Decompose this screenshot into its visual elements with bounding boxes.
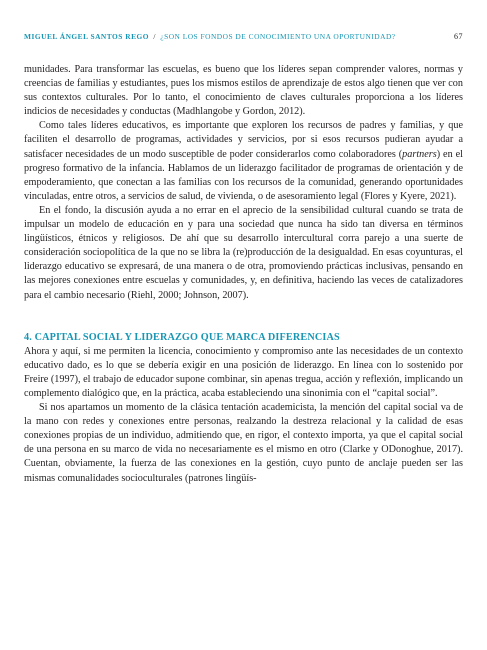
paragraph-1: munidades. Para transformar las escuelas, es bueno que los líderes sepan comprender valores, normas y creencias de familias y estudiantes, pues los mismos estilos de aprendizaje de estos algo tienen que ver con sus contextos culturales. Por lo tanto, el conocimiento de claves culturales proporciona a los líderes indicios de necesidades y conductas (Madhlangobe y Gordon, 2012).: [24, 64, 463, 118]
header-left: [24, 32, 396, 41]
paragraph-2-text-b: ) en el progreso formativo de la infancia. Hablamos de un liderazgo facilitador de programas de orientación y de empoderamiento, que conectan a las familias con los recursos de la comunidad, generando oportunidades vinculadas, entre otros, a servicios de salud, de vivienda, o de asesoramiento legal (Flores y Kyere, 2021).: [24, 148, 463, 202]
paragraph-5: Si nos apartamos un momento de la clásica tentación academicista, la mención del capital social va de la mano con redes y conexiones entre personas, realzando la destreza relacional y la calidad de esas conexiones propias de un individuo, admitiendo que, en rigor, el contexto importa, ya que el capital social de una persona en su marco de vida no necesariamente es el mismo en otro (Clarke y ODonoghue, 2017). Cuentan, obviamente, la fuerza de las conexiones en la gestión, cuyo punto de anclaje pueden ser las mismas comunalidades socioculturales (patrones lingüís-: [24, 402, 463, 484]
section-heading: 4. CAPITAL SOCIAL Y LIDERAZGO QUE MARCA DIFERENCIAS: [24, 331, 340, 343]
section-gap: [24, 303, 463, 331]
paragraph-4: Ahora y aquí, si me permiten la licencia, conocimiento y compromiso ante las necesidades de un contexto educativo dado, es lo que se debería exigir en una posición de liderazgo. En línea con lo sostenido por Freire (1997), el trabajo de educador supone combinar, sin apenas tregua, acción y reflexión, implicando un complemento dialógico que, en la práctica, acaba estableciendo una sinonimia con el “capital social”.: [24, 345, 463, 399]
running-header: [24, 32, 463, 41]
header-title: ¿SON LOS FONDOS DE CONOCIMIENTO UNA OPORTUNIDAD?: [160, 32, 396, 41]
paragraph-3: En el fondo, la discusión ayuda a no errar en el aprecio de la sensibilidad cultural cuando se trata de impulsar un modelo de educación en y para una sociedad que nunca ha sido tan diversa en términos lingüísticos, étnicos y religiosos. De ahí que su desarrollo intercultural corra parejo a una suerte de consideración sociopolítica de la que no se libra la (re)producción de la desigualdad. En esas coyunturas, el liderazgo educativo se expresará, de una manera o de otra, promoviendo prácticas inclusivas, pensando en las mejores conexiones entre escuelas y comunidades, y, en definitiva, haciendo las veces de catalizadores para el cambio necesario (Riehl, 2000; Johnson, 2007).: [24, 204, 463, 301]
paragraph-2-text-a: Como tales líderes educativos, es importante que exploren los recursos de padres y familias, y que faciliten el desarrollo de programas, actividades y servicios, por si esos recursos pudieran ayudar a satisfacer necesidades de un modo susceptible de poder considerarlos como colaboradores (: [24, 120, 463, 160]
paragraph-2: [24, 119, 463, 204]
body-text: [24, 63, 463, 486]
page-number: 67: [454, 32, 463, 41]
header-separator: /: [153, 32, 156, 41]
header-author: MIGUEL ÁNGEL SANTOS REGO: [24, 32, 150, 41]
paragraph-2-italic: partners: [402, 148, 437, 160]
